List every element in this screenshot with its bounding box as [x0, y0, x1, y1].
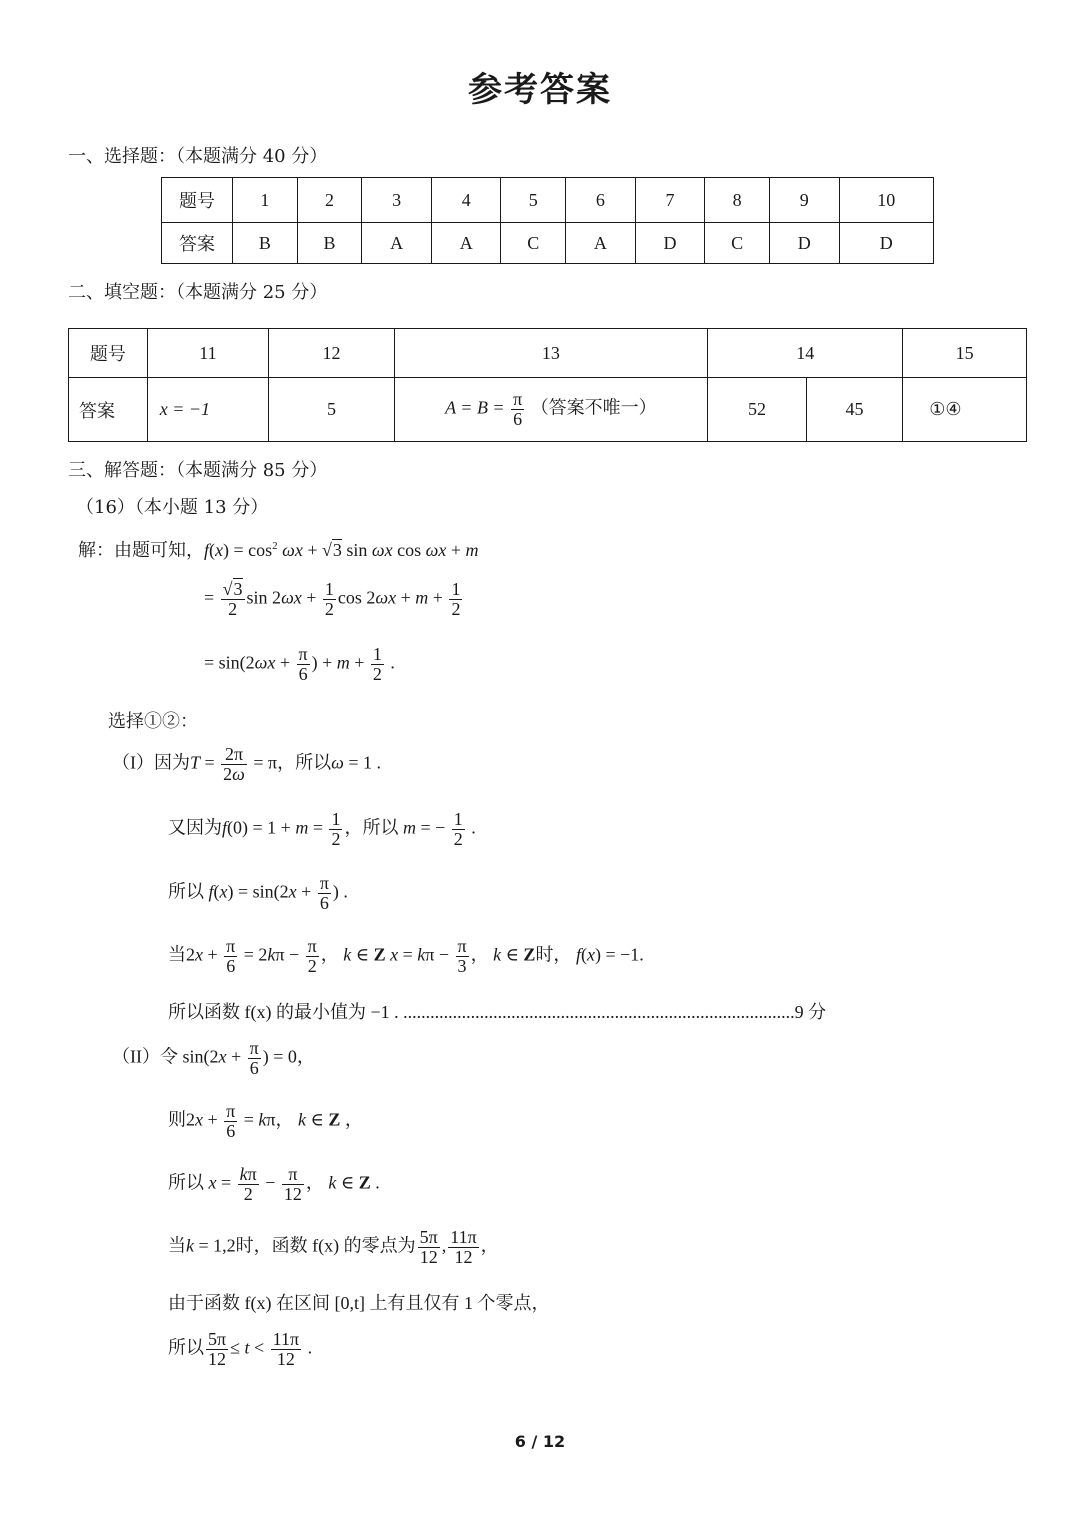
table1-num: 1 — [233, 178, 298, 223]
zeros-text: 时，函数 f(x) 的零点为 — [235, 1235, 416, 1256]
table1-answer: B — [297, 223, 362, 264]
part1-line-2: 又因为f(0) = 1 + m = $\frac{1}{2}$ ，所以 m = − $\frac{1}{2}$ . — [168, 809, 476, 849]
table2-num: 11 — [147, 329, 269, 378]
table1-answer: C — [501, 223, 566, 264]
table1-num: 5 — [501, 178, 566, 223]
when-label: 当 — [168, 944, 186, 965]
table1-num: 2 — [297, 178, 362, 223]
section3-heading: 三、解答题：（本题满分 85 分） — [68, 460, 328, 481]
also-because: 又因为 — [168, 817, 222, 838]
table1-answer: D — [839, 223, 934, 264]
part2-line-3: 所以 x = $\frac{k\pi}{2}$ − $\frac{\pi}{12}$ ， k ∈ Z . — [168, 1164, 380, 1204]
score-9: 9 分 — [794, 1002, 827, 1022]
answer-14-first: 52 — [708, 378, 807, 442]
section1-heading: 一、选择题：（本题满分 40 分） — [68, 146, 328, 167]
part1-label: （I）因为 — [112, 752, 190, 773]
section2-heading: 二、填空题：（本题满分 25 分） — [68, 282, 328, 303]
table2-num: 13 — [394, 329, 708, 378]
part1-line-3: 所以 f(x) = sin(2x + $\frac{\pi}{6}$ ) . — [168, 873, 348, 913]
table1-num: 9 — [769, 178, 839, 223]
table1-num: 4 — [431, 178, 501, 223]
fill-answer-table — [68, 328, 1027, 442]
part1-then: ，所以 — [277, 752, 332, 773]
table1-label-number: 题号 — [162, 178, 233, 223]
part2-label: （II）令 — [112, 1046, 178, 1067]
part1-line-1: （I）因为T = $\frac{2\pi}{2\omega}$ = π，所以ω = 1 . — [112, 744, 382, 784]
solution-prefix: 解：由题可知， — [78, 540, 204, 560]
part1-line-4: 当2x + $\frac{\pi}{6}$ = 2kπ − $\frac{\pi}{2}$ ， k ∈ Z x = kπ − $\frac{\pi}{3}$ ， k ∈ Z时， f(x) = −1. — [168, 936, 644, 976]
table1-num: 6 — [566, 178, 636, 223]
table1-label-answer: 答案 — [162, 223, 233, 264]
table1-num: 7 — [635, 178, 705, 223]
answer-13-prefix: A = B = — [445, 397, 505, 418]
solution-line-2: = $\frac{√3}{2}$ sin 2ωx + $\frac{1}{2}$ cos 2ωx + m + $\frac{1}{2}$ — [204, 579, 461, 619]
part2-line-6: 所以 $\frac{5\pi}{12}$ ≤ t < $\frac{11\pi}{12}$ . — [168, 1329, 313, 1369]
table2-label-answer: 答案 — [69, 378, 148, 442]
table2-num: 15 — [903, 329, 1027, 378]
min-text: 所以函数 f(x) 的最小值为 −1 . — [168, 1002, 399, 1022]
table2-num: 12 — [269, 329, 394, 378]
answer-14-second: 45 — [806, 378, 903, 442]
part2-line-4: 当k = 1,2时，函数 f(x) 的零点为 $\frac{5\pi}{12}$ , $\frac{11\pi}{12}$ ， — [168, 1227, 499, 1267]
answer-13-note: （答案不唯一） — [530, 397, 657, 418]
page-title: 参考答案 — [468, 70, 612, 110]
table1-answer: A — [566, 223, 636, 264]
solution-line-3: = sin(2ωx + $\frac{\pi}{6}$ ) + m + $\frac{1}{2}$ . — [204, 644, 395, 684]
when-k-label: 当 — [168, 1235, 186, 1256]
so-label: 所以 — [168, 881, 204, 902]
part2-line-1: （II）令 sin(2x + $\frac{\pi}{6}$ ) = 0， — [112, 1038, 315, 1078]
answer-15: ①④ — [903, 378, 1027, 442]
table1-answer: A — [431, 223, 501, 264]
page-number: 6 / 12 — [514, 1432, 566, 1451]
answer-13-den: 6 — [513, 409, 523, 429]
answer-13 — [394, 378, 708, 442]
answer-12: 5 — [269, 378, 394, 442]
table1-num: 8 — [705, 178, 770, 223]
then-label: 则 — [168, 1109, 186, 1130]
table1-answer: C — [705, 223, 770, 264]
part2-line-2: 则2x + $\frac{\pi}{6}$ = kπ， k ∈ Z ， — [168, 1101, 363, 1141]
when-suffix: 时， — [535, 944, 572, 965]
choice-answer-table — [161, 177, 934, 264]
table1-num: 10 — [839, 178, 934, 223]
part2-line-5: 由于函数 f(x) 在区间 [0,t] 上有且仅有 1 个零点， — [168, 1293, 550, 1313]
answer-13-num: π — [513, 389, 523, 410]
q16-heading: （16）（本小题 13 分） — [76, 497, 269, 518]
table1-answer: A — [362, 223, 432, 264]
choice-label: 选择①②： — [108, 711, 198, 731]
part1-line-5: 所以函数 f(x) 的最小值为 −1 . .......................................................................................9 分 — [168, 1002, 827, 1022]
table1-num: 3 — [362, 178, 432, 223]
table1-answer: D — [635, 223, 705, 264]
table2-label-number: 题号 — [69, 329, 148, 378]
table1-answer: D — [769, 223, 839, 264]
table1-answer: B — [233, 223, 298, 264]
solution-line-1: 解：由题可知，$f(x) = \cos^2 \omega x + √3$ sin ωx cos ωx + m — [78, 540, 479, 560]
table2-num: 14 — [708, 329, 903, 378]
answer-11: x = −1 — [147, 378, 269, 442]
